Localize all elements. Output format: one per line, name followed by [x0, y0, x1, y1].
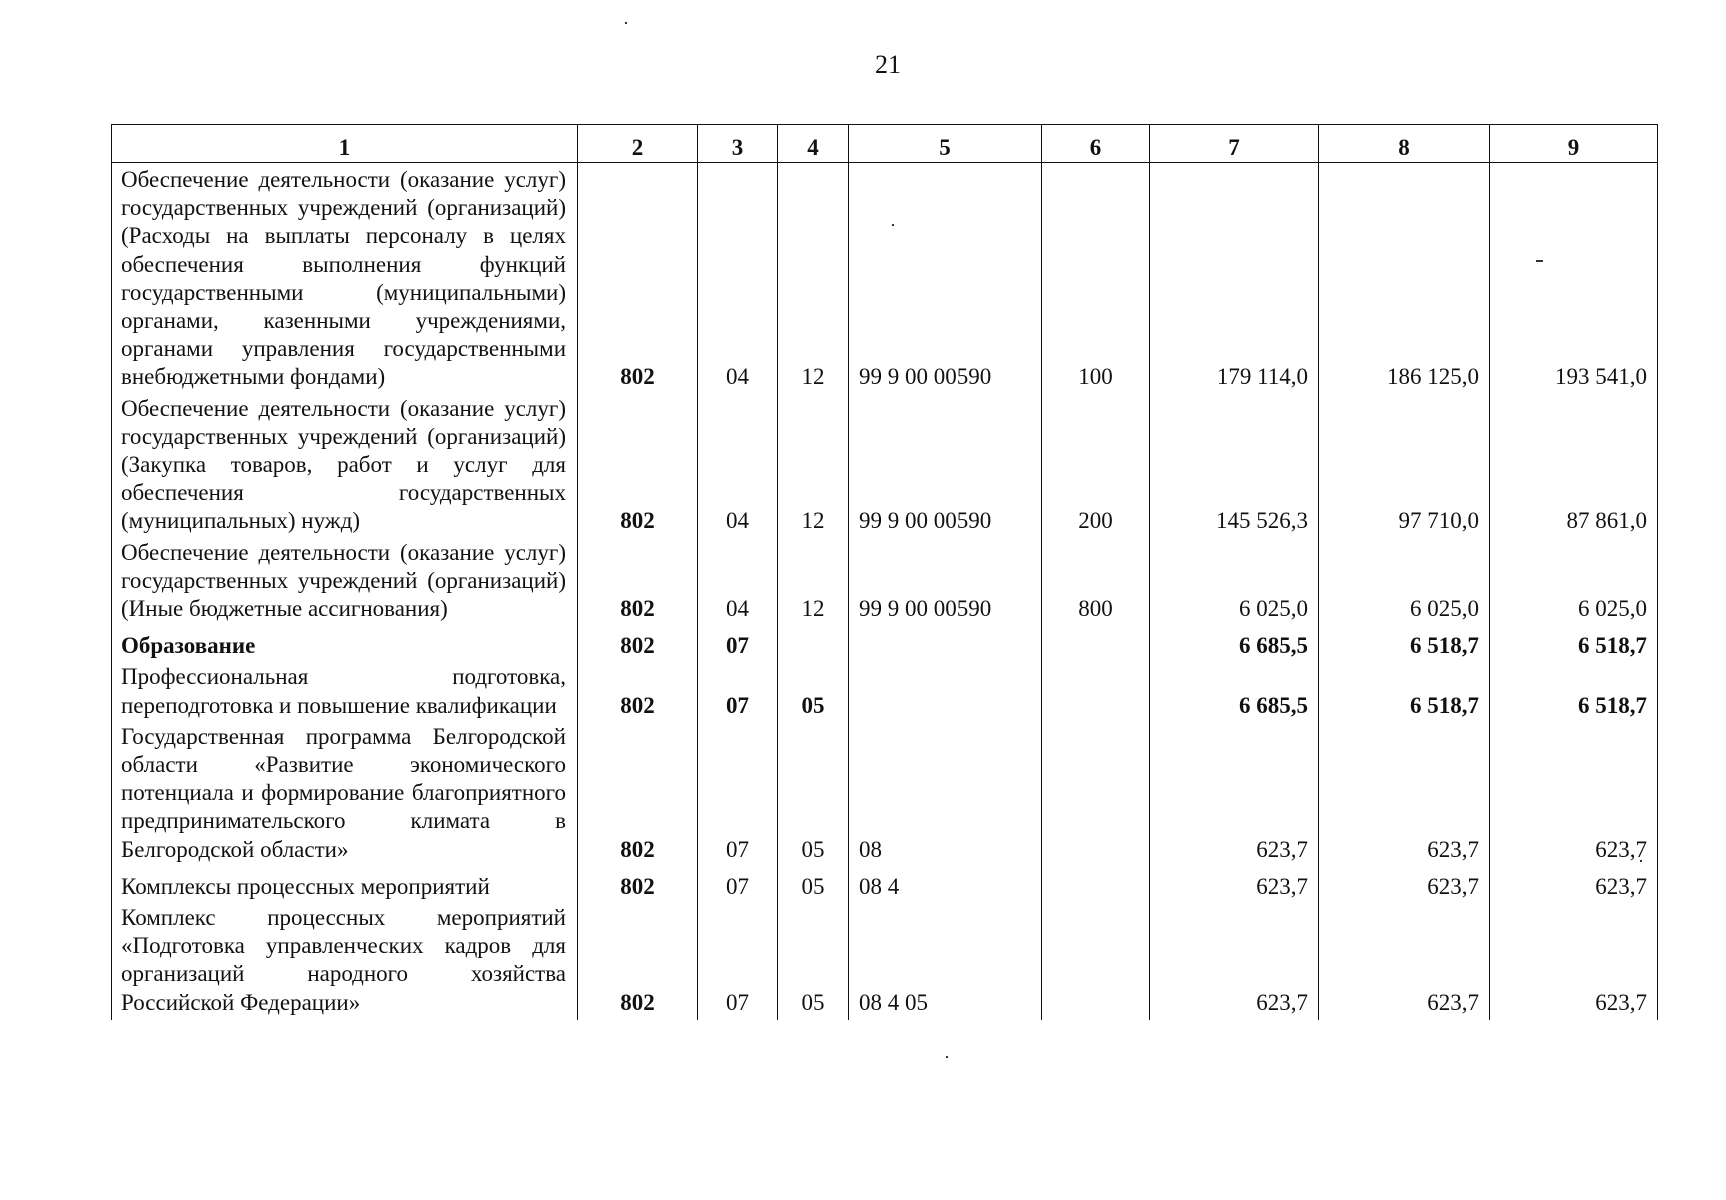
row-name: Комплексы процессных мероприятий	[112, 867, 578, 904]
target-article-code: 99 9 00 00590	[849, 163, 1042, 395]
amount-col7: 179 114,0	[1150, 163, 1319, 395]
table-row	[112, 723, 1658, 867]
target-article-code	[849, 663, 1042, 722]
column-header: 7	[1150, 125, 1319, 163]
target-article-code: 99 9 00 00590	[849, 539, 1042, 627]
table-row	[112, 626, 1658, 663]
admin-code: 802	[578, 395, 698, 539]
amount-col9: 87 861,0	[1490, 395, 1658, 539]
amount-col8: 6 518,7	[1319, 663, 1490, 722]
table-row	[112, 867, 1658, 904]
column-header: 3	[698, 125, 778, 163]
expense-type-code	[1042, 663, 1150, 722]
admin-code: 802	[578, 904, 698, 1020]
row-name: Комплекс процессных мероприятий «Подготовка управленческих кадров для организаций народного хозяйства Российской Федерации»	[112, 904, 578, 1020]
column-header: 2	[578, 125, 698, 163]
row-name: Государственная программа Белгородской области «Развитие экономического потенциала и формирование благоприятного предпринимательского климата в Белгородской области»	[112, 723, 578, 867]
amount-col8: 623,7	[1319, 867, 1490, 904]
amount-col7: 145 526,3	[1150, 395, 1319, 539]
subsection-code: 05	[778, 663, 849, 722]
section-code: 07	[698, 867, 778, 904]
admin-code: 802	[578, 163, 698, 395]
subsection-code: 05	[778, 723, 849, 867]
amount-col9: 623,7	[1490, 723, 1658, 867]
table-row	[112, 904, 1658, 1020]
admin-code: 802	[578, 663, 698, 722]
amount-col9: 623,7	[1490, 867, 1658, 904]
section-code: 04	[698, 539, 778, 627]
amount-col8: 6 518,7	[1319, 626, 1490, 663]
amount-col7: 6 685,5	[1150, 663, 1319, 722]
subsection-code: 05	[778, 867, 849, 904]
row-name: Обеспечение деятельности (оказание услуг) государственных учреждений (организаций) (Иные бюджетные ассигнования)	[112, 539, 578, 627]
column-header: 8	[1319, 125, 1490, 163]
target-article-code: 08 4 05	[849, 904, 1042, 1020]
subsection-code	[778, 626, 849, 663]
section-code: 07	[698, 904, 778, 1020]
table-row	[112, 539, 1658, 627]
subsection-code: 05	[778, 904, 849, 1020]
target-article-code: 08	[849, 723, 1042, 867]
expense-type-code	[1042, 867, 1150, 904]
row-name: Профессиональная подготовка, переподготовка и повышение квалификации	[112, 663, 578, 722]
column-header: 6	[1042, 125, 1150, 163]
subsection-code: 12	[778, 395, 849, 539]
amount-col9: 6 518,7	[1490, 626, 1658, 663]
section-code: 04	[698, 395, 778, 539]
section-code: 07	[698, 663, 778, 722]
amount-col8: 97 710,0	[1319, 395, 1490, 539]
expense-type-code: 200	[1042, 395, 1150, 539]
amount-col9: 193 541,0	[1490, 163, 1658, 395]
column-header: 4	[778, 125, 849, 163]
amount-col9: 623,7	[1490, 904, 1658, 1020]
section-code: 04	[698, 163, 778, 395]
table-header-row	[112, 125, 1658, 163]
scan-speck	[946, 1056, 948, 1058]
expense-type-code	[1042, 723, 1150, 867]
budget-table	[111, 124, 1658, 1020]
row-name: Обеспечение деятельности (оказание услуг) государственных учреждений (организаций) (Расходы на выплаты персоналу в целях обеспечения выполнения функций государственными (муниципальными) органами, казенными учреждениями, органами управления государственными внебюджетными фондами)	[112, 163, 578, 395]
target-article-code: 08 4	[849, 867, 1042, 904]
amount-col8: 623,7	[1319, 723, 1490, 867]
section-code: 07	[698, 723, 778, 867]
row-name: Обеспечение деятельности (оказание услуг) государственных учреждений (организаций) (Закупка товаров, работ и услуг для обеспечения государственных (муниципальных) нужд)	[112, 395, 578, 539]
amount-col7: 6 025,0	[1150, 539, 1319, 627]
amount-col7: 6 685,5	[1150, 626, 1319, 663]
table-row	[112, 663, 1658, 722]
subsection-code: 12	[778, 539, 849, 627]
amount-col9: 6 518,7	[1490, 663, 1658, 722]
amount-col8: 623,7	[1319, 904, 1490, 1020]
admin-code: 802	[578, 867, 698, 904]
column-header: 1	[112, 125, 578, 163]
table-row	[112, 163, 1658, 395]
amount-col7: 623,7	[1150, 904, 1319, 1020]
expense-type-code	[1042, 904, 1150, 1020]
column-header: 5	[849, 125, 1042, 163]
amount-col9: 6 025,0	[1490, 539, 1658, 627]
target-article-code: 99 9 00 00590	[849, 395, 1042, 539]
expense-type-code: 800	[1042, 539, 1150, 627]
amount-col8: 6 025,0	[1319, 539, 1490, 627]
table-row	[112, 395, 1658, 539]
amount-col7: 623,7	[1150, 723, 1319, 867]
subsection-code: 12	[778, 163, 849, 395]
amount-col7: 623,7	[1150, 867, 1319, 904]
admin-code: 802	[578, 723, 698, 867]
amount-col8: 186 125,0	[1319, 163, 1490, 395]
admin-code: 802	[578, 626, 698, 663]
section-code: 07	[698, 626, 778, 663]
scan-speck	[625, 22, 627, 24]
row-name: Образование	[112, 626, 578, 663]
expense-type-code: 100	[1042, 163, 1150, 395]
expense-type-code	[1042, 626, 1150, 663]
page-number: 21	[875, 50, 901, 79]
admin-code: 802	[578, 539, 698, 627]
target-article-code	[849, 626, 1042, 663]
column-header: 9	[1490, 125, 1658, 163]
